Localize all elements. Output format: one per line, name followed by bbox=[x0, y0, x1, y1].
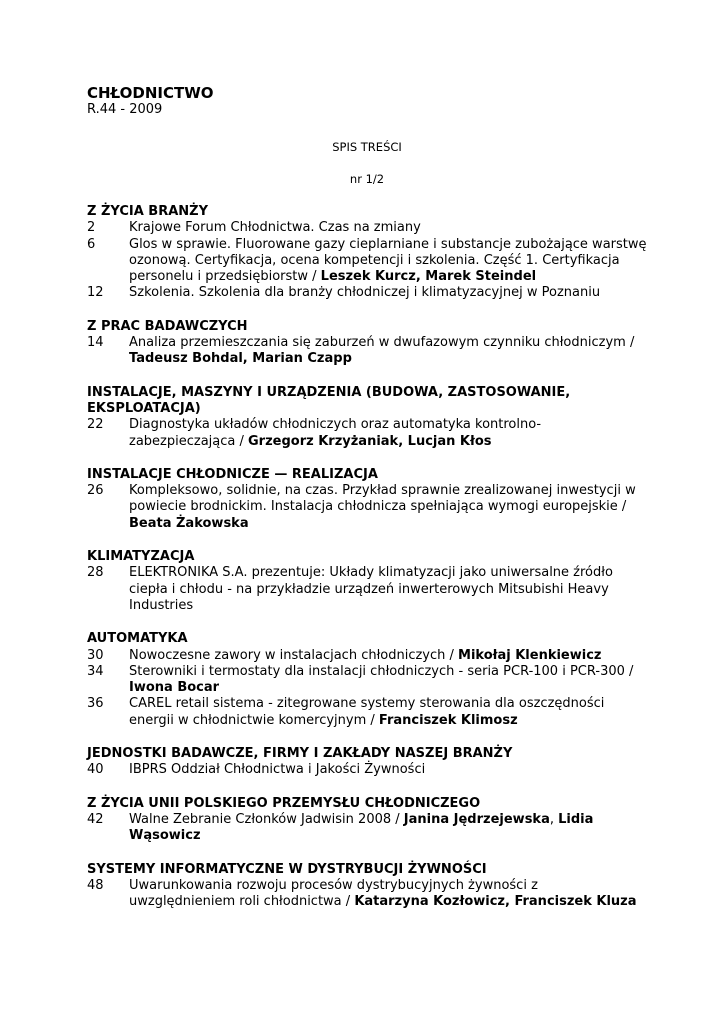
entry-authors: Iwona Bocar bbox=[129, 680, 220, 696]
entry-title: Glos w sprawie. Fluorowane gazy cieplarniane i substancje zubożające warstwę ozonową. Certyfikacja, ocena kompetencji i szkolenia. Część 1. Certyfikacja personelu i przedsiębiorstw / bbox=[129, 236, 647, 285]
entry-page-number: 12 bbox=[87, 285, 104, 301]
entry-text bbox=[129, 648, 647, 664]
entry-text bbox=[129, 812, 647, 845]
entry-page-number: 6 bbox=[87, 236, 96, 252]
journal-issue: R.44 - 2009 bbox=[87, 102, 163, 117]
toc-entry bbox=[87, 220, 647, 236]
toc-section bbox=[87, 549, 647, 614]
entry-title: Walne Zebranie Członków Jadwisin 2008 / bbox=[129, 811, 404, 827]
entry-title: Sterowniki i termostaty dla instalacji chłodniczych - seria PCR-100 i PCR-300 / bbox=[129, 663, 634, 679]
section-title: Z ŻYCIA BRANŻY bbox=[87, 204, 208, 219]
entry-text bbox=[129, 565, 647, 614]
toc-section bbox=[87, 319, 647, 368]
section-title: Z PRAC BADAWCZYCH bbox=[87, 318, 248, 334]
toc-entry bbox=[87, 878, 647, 911]
toc-entry bbox=[87, 335, 647, 368]
toc-section bbox=[87, 631, 647, 729]
toc-section bbox=[87, 385, 647, 450]
toc-entry bbox=[87, 762, 647, 778]
toc-entry bbox=[87, 417, 647, 450]
entry-text bbox=[129, 762, 647, 778]
entry-authors: Tadeusz Bohdal, Marian Czapp bbox=[129, 351, 352, 367]
author-separator: , bbox=[549, 811, 559, 827]
entry-text bbox=[129, 664, 647, 697]
entry-title: Szkolenia. Szkolenia dla branży chłodniczej i klimatyzacyjnej w Poznaniu bbox=[129, 285, 601, 301]
toc-issue-number: nr 1/2 bbox=[349, 172, 385, 186]
section-title: JEDNOSTKI BADAWCZE, FIRMY I ZAKŁADY NASZEJ BRANŻY bbox=[87, 746, 513, 762]
entry-text bbox=[129, 483, 647, 532]
section-title: INSTALACJE CHŁODNICZE — REALIZACJA bbox=[87, 466, 378, 482]
section-title: Z ŻYCIA UNII POLSKIEGO PRZEMYSŁU CHŁODNICZEGO bbox=[87, 795, 481, 811]
entry-title: Analiza przemieszczania się zaburzeń w dwufazowym czynniku chłodniczym / bbox=[129, 335, 635, 351]
toc-section bbox=[87, 204, 647, 302]
entry-title: ELEKTRONIKA S.A. prezentuje: Układy klimatyzacji jako uniwersalne źródło ciepła i chłodu - na przykładzie urządzeń inwerterowych Mitsubishi Heavy Industries bbox=[129, 565, 613, 613]
toc-entry bbox=[87, 483, 647, 532]
toc-entry bbox=[87, 664, 647, 697]
entry-text bbox=[129, 285, 647, 301]
entry-text bbox=[129, 417, 647, 450]
toc-entry bbox=[87, 648, 647, 664]
document-page bbox=[87, 84, 647, 910]
entry-title: Uwarunkowania rozwoju procesów dystrybucyjnych żywności z uwzględnieniem roli chłodnictwa / bbox=[129, 877, 538, 910]
entry-title: Kompleksowo, solidnie, na czas. Przykład sprawnie zrealizowanej inwestycji w powiecie brodnickim. Instalacja chłodnicza spełniająca wymogi europejskie / bbox=[129, 483, 636, 515]
entry-page-number: 26 bbox=[87, 483, 104, 499]
entry-page-number: 48 bbox=[87, 877, 104, 893]
entry-page-number: 40 bbox=[87, 762, 104, 778]
toc-sections bbox=[87, 204, 647, 910]
entry-page-number: 28 bbox=[87, 565, 104, 581]
entry-page-number: 22 bbox=[87, 417, 104, 433]
entry-text bbox=[129, 878, 647, 911]
entry-authors: Beata Żakowska bbox=[129, 515, 249, 531]
entry-authors: Grzegorz Krzyżaniak, Lucjan Kłos bbox=[248, 433, 492, 449]
entry-page-number: 34 bbox=[87, 663, 104, 679]
toc-entry bbox=[87, 237, 647, 286]
entry-page-number: 2 bbox=[87, 220, 96, 236]
entry-title: Nowoczesne zawory w instalacjach chłodniczych / bbox=[129, 647, 459, 663]
entry-authors: Janina Jędrzejewska bbox=[403, 811, 550, 827]
entry-page-number: 42 bbox=[87, 811, 104, 827]
entry-title: IBPRS Oddział Chłodnictwa i Jakości Żywności bbox=[129, 762, 426, 778]
entry-title: Diagnostyka układów chłodniczych oraz automatyka kontrolno-zabezpieczająca / bbox=[129, 417, 542, 449]
entry-authors: Katarzyna Kozłowicz, Franciszek Kluza bbox=[354, 894, 637, 910]
entry-title: CAREL retail sistema - zitegrowane systemy sterowania dla oszczędności energii w chłodnictwie komercyjnym / bbox=[129, 696, 605, 728]
section-title: KLIMATYZACJA bbox=[87, 549, 195, 565]
entry-text bbox=[129, 237, 647, 286]
entry-title: Krajowe Forum Chłodnictwa. Czas na zmiany bbox=[129, 220, 421, 236]
entry-authors: Leszek Kurcz, Marek Steindel bbox=[320, 269, 537, 285]
toc-section bbox=[87, 467, 647, 532]
entry-authors: Mikołaj Klenkiewicz bbox=[458, 647, 602, 663]
toc-heading: SPIS TREŚCI bbox=[332, 140, 402, 154]
toc-entry bbox=[87, 812, 647, 845]
toc-section bbox=[87, 796, 647, 845]
toc-entry bbox=[87, 565, 647, 614]
toc-section bbox=[87, 746, 647, 779]
entry-authors: Franciszek Klimosz bbox=[378, 712, 518, 728]
entry-authors: Lidia Wąsowicz bbox=[129, 811, 594, 844]
entry-page-number: 14 bbox=[87, 335, 104, 351]
entry-text bbox=[129, 220, 647, 236]
entry-text bbox=[129, 696, 647, 729]
section-title: SYSTEMY INFORMATYCZNE W DYSTRYBUCJI ŻYWNOŚCI bbox=[87, 861, 487, 877]
journal-title: CHŁODNICTWO bbox=[87, 84, 214, 102]
entry-page-number: 30 bbox=[87, 647, 104, 663]
section-title: INSTALACJE, MASZYNY I URZĄDZENIA (BUDOWA, ZASTOSOWANIE, EKSPLOATACJA) bbox=[87, 384, 571, 416]
entry-page-number: 36 bbox=[87, 696, 104, 712]
toc-entry bbox=[87, 696, 647, 729]
toc-entry bbox=[87, 285, 647, 301]
toc-section bbox=[87, 862, 647, 911]
entry-text bbox=[129, 335, 647, 368]
section-title: AUTOMATYKA bbox=[87, 631, 188, 647]
